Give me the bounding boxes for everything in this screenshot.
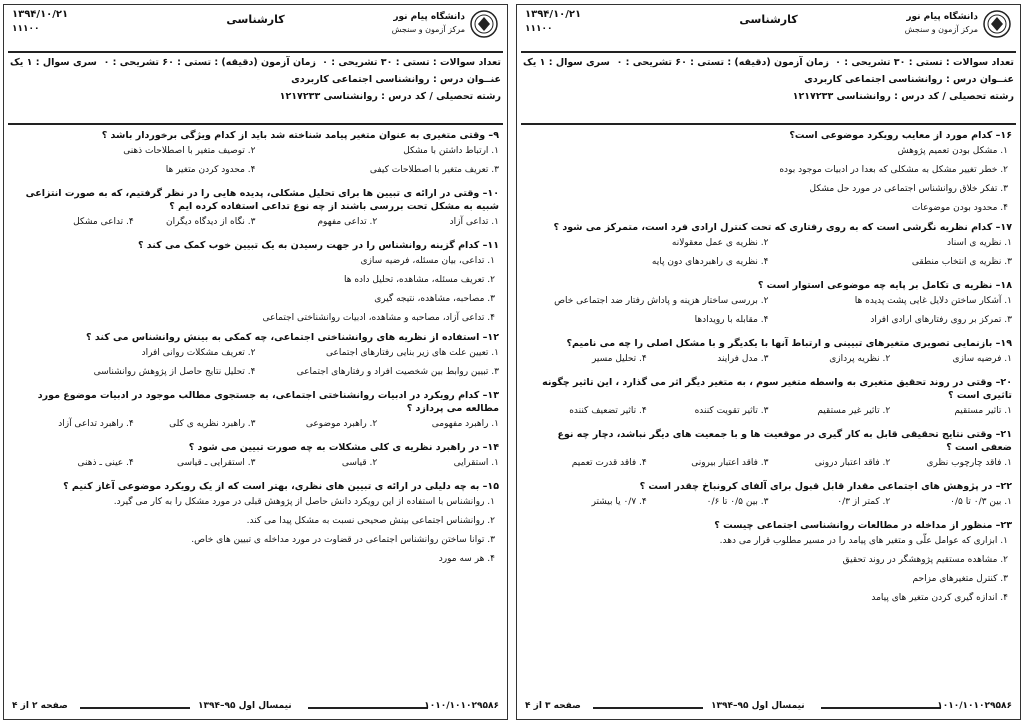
answer-option[interactable]: ۲. تعریف مشکلات روانی افراد bbox=[141, 348, 256, 358]
university-logo bbox=[882, 9, 1012, 45]
university-logo bbox=[369, 9, 499, 45]
question-item bbox=[12, 480, 499, 566]
exam-page-3 bbox=[516, 4, 1021, 720]
answer-option[interactable]: ۳. تفکر خلاق روانشناس اجتماعی در مورد حل مشکل bbox=[809, 184, 1008, 194]
answer-option[interactable]: ۴. محدود بودن موضوعات bbox=[911, 203, 1008, 213]
answer-option[interactable]: ۴. تداعی آزاد، مصاحبه و مشاهده، ادبیات روانشناختی اجتماعی bbox=[262, 313, 495, 323]
question-title: ۱۸– نظریه ی تکامل بر پایه چه موضوعی استوار است ؟ bbox=[757, 280, 1012, 291]
answer-option[interactable]: ۳. راهبرد نظریه ی کلی bbox=[169, 419, 256, 429]
exam-time: زمان آزمون (دقیقه) : تستی : ۶۰ تشریحی : ۰ bbox=[103, 57, 316, 68]
answer-option[interactable]: ۴. تحلیل نتایج حاصل از پژوهش روانشناسی bbox=[93, 367, 256, 377]
field-course-code: رشته تحصیلی / کد درس : روانشناسی ۱۲۱۷۲۳۳ bbox=[792, 91, 1014, 102]
question-title: ۱۳– کدام رویکرد در ادبیات روانشناختی اجتماعی، به جستجوی مطالب موجود در ادبیات موضوع مورد مطالعه می پردازد ؟ bbox=[37, 390, 499, 414]
answer-option[interactable]: ۲. قیاسی bbox=[341, 458, 378, 468]
answer-option[interactable]: ۱. فرضیه سازی bbox=[952, 354, 1012, 364]
course-title: عنــوان درس : روانشناسی اجتماعی کاربردی bbox=[804, 74, 1014, 85]
exam-code: ۱۱۱۰۰ bbox=[525, 24, 553, 34]
answer-option[interactable]: ۴. محدود کردن متغیر ها bbox=[165, 165, 256, 175]
answer-option[interactable]: ۲. خطر تغییر مشکل به مشکلی که بعدا در ادبیات موجود بوده bbox=[779, 165, 1008, 175]
question-title: ۲۱– وقتی نتایج تحقیقی قابل به کار گیری در موقعیت ها و با جمعیت های دیگر نباشد، دچار چه نوع ضعفی است ؟ bbox=[557, 429, 1012, 453]
question-title: ۱۱– کدام گزینه روانشناس را در جهت رسیدن به یک تبیین خوب کمک می کند ؟ bbox=[137, 240, 499, 251]
exam-page-2 bbox=[3, 4, 508, 720]
answer-option[interactable]: ۱. ارتباط داشتن با مشکل bbox=[403, 146, 499, 156]
answer-option[interactable]: ۱. استقرایی bbox=[453, 458, 499, 468]
degree-level: کارشناسی bbox=[739, 13, 798, 26]
page-header bbox=[10, 9, 501, 47]
answer-option[interactable]: ۴. مقابله با رویدادها bbox=[694, 315, 769, 325]
question-item bbox=[525, 129, 1012, 215]
page-number: صفحه ۲ از ۴ bbox=[12, 701, 68, 711]
answer-option[interactable]: ۳. تبیین روابط بین شخصیت افراد و رفتارهای اجتماعی bbox=[296, 367, 499, 377]
answer-option[interactable]: ۳. مصاحبه، مشاهده، نتیجه گیری bbox=[374, 294, 495, 304]
answer-option[interactable]: ۱. ابزاری که عوامل علّی و متغیر های پیامد را در مسیر مطلوب قرار می دهد. bbox=[719, 536, 1008, 546]
question-item bbox=[12, 441, 499, 476]
question-series: سری سوال : ۱ یک bbox=[10, 57, 97, 68]
question-item bbox=[525, 221, 1012, 275]
question-item bbox=[12, 331, 499, 385]
page-footer bbox=[521, 701, 1016, 715]
university-name: دانشگاه پیام نور bbox=[906, 12, 978, 22]
degree-level: کارشناسی bbox=[226, 13, 285, 26]
question-title: ۲۰– وقتی در روند تحقیق متغیری به واسطه متغیر سوم ، به متغیر دیگر اثر می گذارد ، این تاثیر چگونه تاثیری است ؟ bbox=[542, 377, 1012, 401]
answer-option[interactable]: ۲. تداعی مفهوم bbox=[317, 217, 378, 227]
answer-option[interactable]: ۱. نظریه ی اسناد bbox=[946, 238, 1012, 248]
answer-option[interactable]: ۱. بین ۰/۳ تا ۰/۵ bbox=[950, 497, 1012, 507]
exam-time: زمان آزمون (دقیقه) : تستی : ۶۰ تشریحی : ۰ bbox=[616, 57, 829, 68]
questions-list bbox=[12, 129, 499, 572]
answer-option[interactable]: ۲. تاثیر غیر مستقیم bbox=[817, 406, 891, 416]
university-seal-icon bbox=[982, 9, 1012, 39]
question-title: ۲۲– در پژوهش های اجتماعی مقدار قابل قبول برای آلفای کرونباخ چقدر است ؟ bbox=[639, 481, 1012, 492]
answer-option[interactable]: ۳. توانا ساختن روانشناس اجتماعی در قضاوت در مورد مداخله ی تبیین های خاص. bbox=[191, 535, 495, 545]
answer-option[interactable]: ۱. تعیین علت های زیر بنایی رفتارهای اجتماعی bbox=[326, 348, 499, 358]
answer-option[interactable]: ۳. کنترل متغیرهای مزاحم bbox=[912, 574, 1008, 584]
answer-option[interactable]: ۴. فاقد قدرت تعمیم bbox=[571, 458, 647, 468]
answer-option[interactable]: ۳. استقرایی ـ قیاسی bbox=[176, 458, 256, 468]
question-item bbox=[525, 376, 1012, 424]
answer-option[interactable]: ۴. ۰/۷ یا بیشتر bbox=[591, 497, 647, 507]
answer-option[interactable]: ۴. تداعی مشکل bbox=[73, 217, 134, 227]
exam-code: ۱۱۱۰۰ bbox=[12, 24, 40, 34]
answer-option[interactable]: ۱. راهبرد مفهومی bbox=[431, 419, 499, 429]
answer-option[interactable]: ۲. روانشناس اجتماعی بینش صحیحی نسبت به مشکل پیدا می کند. bbox=[246, 516, 495, 526]
document-code: ۱۰۱۰/۱۰۱۰۲۹۵۸۶ bbox=[937, 701, 1012, 711]
question-item bbox=[525, 428, 1012, 476]
center-name: مرکز آزمون و سنجش bbox=[391, 25, 465, 34]
answer-option[interactable]: ۳. تمرکز بر روی رفتارهای ارادی افراد bbox=[870, 315, 1012, 325]
question-item bbox=[12, 239, 499, 325]
semester-label: نیمسال اول ۹۵–۱۳۹۴ bbox=[711, 701, 805, 711]
center-name: مرکز آزمون و سنجش bbox=[904, 25, 978, 34]
answer-option[interactable]: ۲. کمتر از ۰/۳ bbox=[837, 497, 891, 507]
answer-option[interactable]: ۳. نگاه از دیدگاه دیگران bbox=[166, 217, 256, 227]
page-footer bbox=[8, 701, 503, 715]
answer-option[interactable]: ۱. فاقد چارچوب نظری bbox=[926, 458, 1012, 468]
field-course-code: رشته تحصیلی / کد درس : روانشناسی ۱۲۱۷۲۳۳ bbox=[279, 91, 501, 102]
semester-label: نیمسال اول ۹۵–۱۳۹۴ bbox=[198, 701, 292, 711]
question-title: ۱۲– استفاده از نظریه های روانشناختی اجتماعی، چه کمکی به بینش روانشناس می کند ؟ bbox=[86, 332, 499, 343]
university-seal-icon bbox=[469, 9, 499, 39]
question-title: ۹– وقتی متغیری به عنوان متغیر پیامد شناخته شد باید از کدام ویژگی برخوردار باشد ؟ bbox=[101, 130, 499, 141]
question-title: ۲۳– منظور از مداخله در مطالعات روانشناسی اجتماعی چیست ؟ bbox=[714, 520, 1012, 531]
answer-option[interactable]: ۴. راهبرد تداعی آزاد bbox=[58, 419, 134, 429]
question-count: تعداد سوالات : تستی : ۳۰ تشریحی : ۰ bbox=[835, 57, 1014, 68]
answer-option[interactable]: ۴. تاثیر تضعیف کننده bbox=[569, 406, 647, 416]
question-item bbox=[12, 389, 499, 437]
question-series: سری سوال : ۱ یک bbox=[523, 57, 610, 68]
answer-option[interactable]: ۳. تعریف متغیر با اصطلاحات کیفی bbox=[369, 165, 499, 175]
answer-option[interactable]: ۴. نظریه ی راهبردهای دون پایه bbox=[651, 257, 769, 267]
exam-info bbox=[10, 57, 501, 117]
answer-option[interactable]: ۴. عینی ـ ذهنی bbox=[77, 458, 134, 468]
document-code: ۱۰۱۰/۱۰۱۰۲۹۵۸۶ bbox=[424, 701, 499, 711]
answer-option[interactable]: ۲. نظریه پردازی bbox=[829, 354, 891, 364]
answer-option[interactable]: ۲. نظریه ی عمل معقولانه bbox=[671, 238, 769, 248]
answer-option[interactable]: ۴. تحلیل مسیر bbox=[591, 354, 647, 364]
answer-option[interactable]: ۱. تداعی، بیان مسئله، فرضیه سازی bbox=[360, 256, 495, 266]
answer-option[interactable]: ۴. اندازه گیری کردن متغیر های پیامد bbox=[871, 593, 1008, 603]
answer-option[interactable]: ۱. تداعی آزاد bbox=[449, 217, 499, 227]
question-title: ۱۷– کدام نظریه نگرشی است که به روی رفتاری که تحت کنترل ارادی فرد است، متمرکز می شود ؟ bbox=[553, 222, 1012, 233]
answer-option[interactable]: ۲. مشاهده مستقیم پژوهشگر در روند تحقیق bbox=[842, 555, 1008, 565]
university-name: دانشگاه پیام نور bbox=[393, 12, 465, 22]
answer-option[interactable]: ۱. روانشناس با استفاده از این رویکرد دانش حاصل از پژوهش قبلی در مورد مشکل را به کار می گیرد. bbox=[113, 497, 495, 507]
page-number: صفحه ۳ از ۴ bbox=[525, 701, 581, 711]
exam-date: ۱۳۹۴/۱۰/۲۱ bbox=[12, 9, 69, 20]
answer-option[interactable]: ۲. توصیف متغیر با اصطلاحات ذهنی bbox=[123, 146, 256, 156]
answer-option[interactable]: ۲. تعریف مسئله، مشاهده، تحلیل داده ها bbox=[343, 275, 495, 285]
answer-option[interactable]: ۳. نظریه ی انتخاب منطقی bbox=[911, 257, 1012, 267]
answer-option[interactable]: ۱. تاثیر مستقیم bbox=[954, 406, 1012, 416]
exam-info bbox=[523, 57, 1014, 117]
answer-option[interactable]: ۲. فاقد اعتبار درونی bbox=[814, 458, 891, 468]
answer-option[interactable]: ۱. مشکل بودن تعمیم پژوهش bbox=[897, 146, 1008, 156]
answer-option[interactable]: ۲. راهبرد موضوعی bbox=[305, 419, 378, 429]
page-header bbox=[523, 9, 1014, 47]
question-title: ۱۰– وقتی در ارائه ی تبیین ها برای تحلیل مشکلی، پدیده هایی را در نظر گرفتیم، که به صورت انتزاعی شبیه به مشکل تحت بررسی باشند از چه نوع تداعی استفاده کرده ایم ؟ bbox=[25, 188, 499, 212]
question-item bbox=[12, 187, 499, 235]
question-item bbox=[525, 279, 1012, 333]
answer-option[interactable]: ۳. بین ۰/۵ تا ۰/۶ bbox=[706, 497, 769, 507]
question-item bbox=[525, 337, 1012, 372]
answer-option[interactable]: ۳. فاقد اعتبار بیرونی bbox=[691, 458, 769, 468]
exam-date: ۱۳۹۴/۱۰/۲۱ bbox=[525, 9, 582, 20]
question-count: تعداد سوالات : تستی : ۳۰ تشریحی : ۰ bbox=[322, 57, 501, 68]
answer-option[interactable]: ۳. تاثیر تقویت کننده bbox=[694, 406, 769, 416]
question-item bbox=[525, 519, 1012, 605]
question-title: ۱۵– به چه دلیلی در ارائه ی تبیین های نظری، بهتر است که از یک رویکرد موضوعی آغاز کنیم ؟ bbox=[63, 481, 499, 492]
question-title: ۱۶– کدام مورد از معایب رویکرد موضوعی است؟ bbox=[789, 130, 1012, 141]
questions-list bbox=[525, 129, 1012, 611]
course-title: عنــوان درس : روانشناسی اجتماعی کاربردی bbox=[291, 74, 501, 85]
question-title: ۱۴– در راهبرد نظریه ی کلی مشکلات به چه صورت تبیین می شود ؟ bbox=[188, 442, 499, 453]
question-title: ۱۹– بازنمایی تصویری متغیرهای تبیینی و ارتباط آنها با یکدیگر و با مشکل اصلی را چه می نامیم؟ bbox=[566, 338, 1012, 349]
question-item bbox=[525, 480, 1012, 515]
answer-option[interactable]: ۲. بررسی ساختار هزینه و پاداش رفتار ضد اجتماعی خاص bbox=[554, 296, 769, 306]
answer-option[interactable]: ۴. هر سه مورد bbox=[438, 554, 495, 564]
answer-option[interactable]: ۳. مدل فرایند bbox=[717, 354, 769, 364]
question-item bbox=[12, 129, 499, 183]
answer-option[interactable]: ۱. آشکار ساختن دلایل غایی پشت پدیده ها bbox=[854, 296, 1012, 306]
